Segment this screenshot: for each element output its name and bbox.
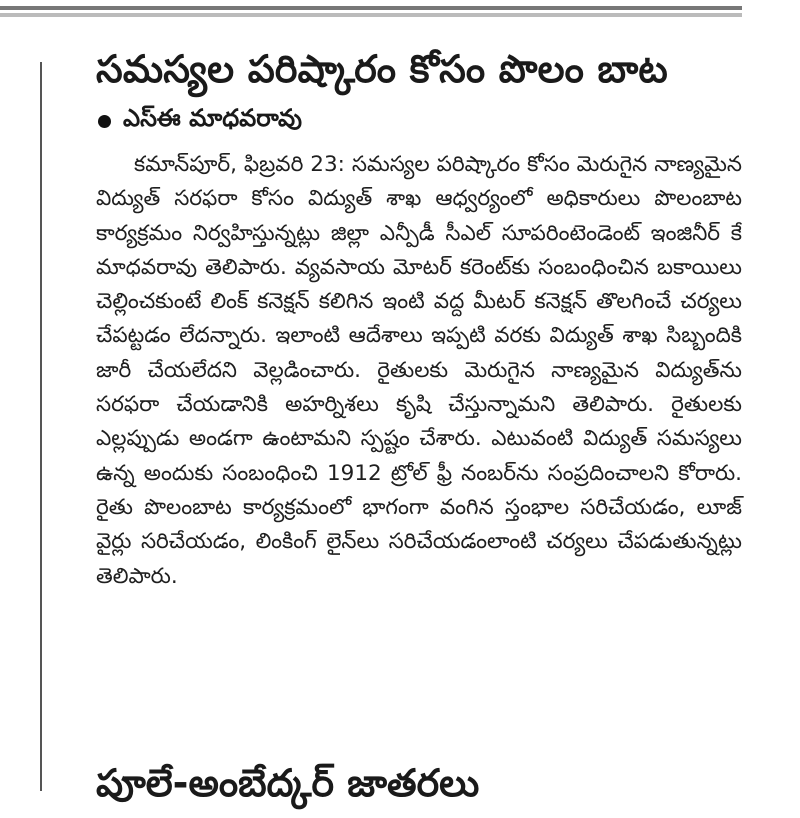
byline-text: ఎస్ఈ మాధవరావు <box>123 104 302 132</box>
top-rule <box>0 6 742 17</box>
byline <box>96 104 742 138</box>
article-body: కమాన్‌పూర్, ఫిబ్రవరి 23: సమస్యల పరిష్కారం కోసం మెరుగైన నాణ్యమైన విద్యుత్ సరఫరా కోసం విద్యుత్ శాఖ ఆధ్వర్యంలో అధికారులు పొలంబాట కార్యక్రమం నిర్వహిస్తున్నట్లు జిల్లా ఎన్పీడీ సీఎల్ సూపరింటెండెంట్ ఇంజినీర్ కే మాధవరావు తెలిపారు. వ్యవసాయ మోటర్ కరెంట్‌కు సంబంధించిన బకాయిలు చెల్లించకుంటే లింక్ కనెక్షన్ కలిగిన ఇంటి వద్ద మీటర్ కనెక్షన్ తొలగించే చర్యలు చేపట్టడం లేదన్నారు. ఇలాంటి ఆదేశాలు ఇప్పటి వరకు విద్యుత్ శాఖ సిబ్బందికి జారీ చేయలేదని వెల్లడించారు. రైతులకు మెరుగైన నాణ్యమైన విద్యుత్‌ను సరఫరా చేయడానికి అహర్నిశలు కృషి చేస్తున్నామని తెలిపారు. రైతులకు ఎల్లప్పుడు అండగా ఉంటామని స్పష్టం చేశారు. ఎటువంటి విద్యుత్ సమస్యలు ఉన్న అందుకు సంబంధించి 1912 ట్రోల్ ఫ్రీ నంబర్‌ను సంప్రదించాలని కోరారు. రైతు పొలంబాట కార్యక్రమంలో భాగంగా వంగిన స్తంభాల సరిచేయడం, లూజ్ వైర్లు సరిచేయడం, లింకింగ్ లైన్‌లు సరిచేయడంలాంటి చర్యలు చేపడుతున్నట్లు తెలిపారు. <box>96 152 742 589</box>
article <box>96 44 742 594</box>
next-article-headline: పూలే-అంబేద్కర్ జాతరలు <box>96 761 480 805</box>
bullet-icon <box>98 115 111 128</box>
column-divider <box>40 62 42 791</box>
article-headline: సమస్యల పరిష్కారం కోసం పొలం బాట <box>96 47 668 91</box>
